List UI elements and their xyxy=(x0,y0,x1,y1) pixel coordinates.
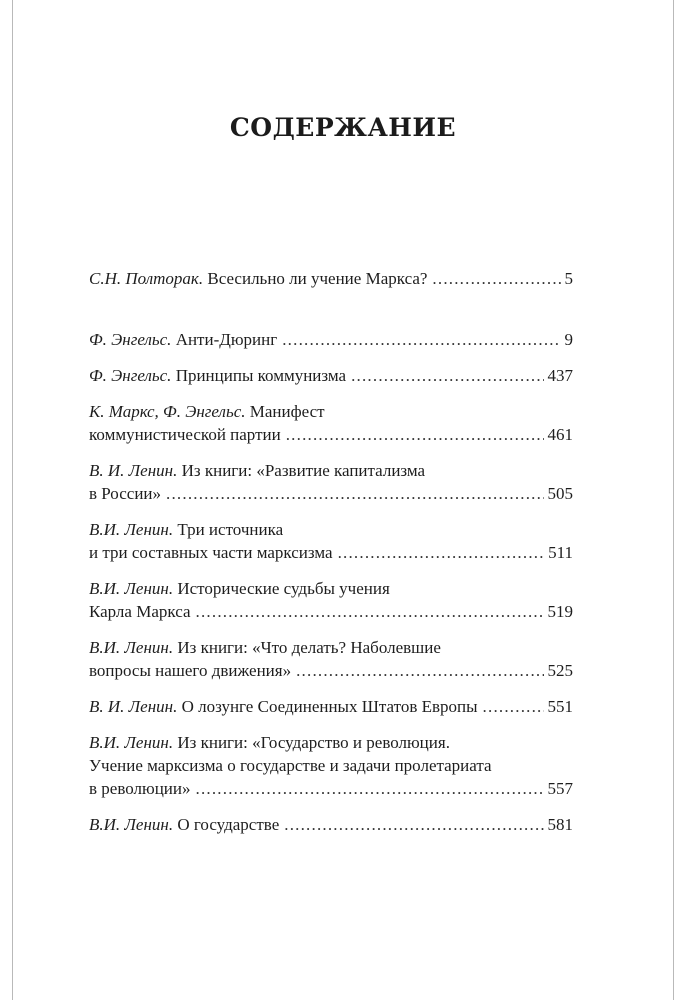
toc-entry xyxy=(89,459,573,505)
toc-entry xyxy=(89,364,573,387)
toc-entry xyxy=(89,731,573,800)
toc-entry-text xyxy=(89,541,333,564)
toc-entry-text xyxy=(89,579,390,598)
toc-entry-author: В.И. Ленин. xyxy=(89,638,174,657)
toc-entry-author: В.И. Ленин. xyxy=(89,579,174,598)
toc-entry-line xyxy=(89,659,573,682)
toc-entry-title: О лозунге Соединенных Штатов Европы xyxy=(181,697,478,716)
toc-entry xyxy=(89,328,573,351)
toc-entry-title: и три составных части марксизма xyxy=(89,543,333,562)
toc-entry-line xyxy=(89,695,573,718)
toc-entry-text xyxy=(89,695,478,718)
toc-entry-title: О государстве xyxy=(177,815,280,834)
toc-entry-line xyxy=(89,328,573,351)
toc-entry-title: Учение марксизма о государстве и задачи пролетариата xyxy=(89,756,492,775)
toc-entry-text xyxy=(89,364,346,387)
toc-entry xyxy=(89,518,573,564)
toc-entry-author: В.И. Ленин. xyxy=(89,520,174,539)
toc-entry-text xyxy=(89,520,283,539)
toc-entry xyxy=(89,267,573,290)
toc-page-number: 461 xyxy=(547,425,573,444)
toc-entry-title: Из книги: «Что делать? Наболевшие xyxy=(177,638,441,657)
toc-entry-title: Исторические судьбы учения xyxy=(177,579,390,598)
toc-entry-title: в России» xyxy=(89,484,162,503)
toc-entry-text xyxy=(89,600,191,623)
toc-entry-line xyxy=(89,577,573,600)
toc-page-number: 557 xyxy=(547,779,573,798)
toc-entry-title: Манифест xyxy=(249,402,325,421)
toc-entry-line xyxy=(89,541,573,564)
toc-entry-text xyxy=(89,423,281,446)
table-of-contents xyxy=(89,254,573,836)
toc-page-number: 505 xyxy=(547,484,573,503)
toc-page-number: 437 xyxy=(547,366,573,385)
dot-leader xyxy=(282,328,560,351)
toc-entry-text xyxy=(89,733,450,752)
toc-entry-line xyxy=(89,600,573,623)
toc-entry-title: в революции» xyxy=(89,779,191,798)
toc-entry-author: В. И. Ленин. xyxy=(89,461,178,480)
toc-page-number: 5 xyxy=(564,269,573,288)
toc-entry-text xyxy=(89,638,441,657)
toc-entry-line xyxy=(89,518,573,541)
toc-entry-title: Карла Маркса xyxy=(89,602,191,621)
dot-leader xyxy=(286,423,544,446)
toc-entry xyxy=(89,813,573,836)
toc-entry-title: коммунистической партии xyxy=(89,425,281,444)
toc-entry-title: Из книги: «Государство и революция. xyxy=(177,733,450,752)
toc-entry-author: В. И. Ленин. xyxy=(89,697,178,716)
dot-leader xyxy=(196,600,544,623)
dot-leader xyxy=(351,364,543,387)
toc-page-number: 511 xyxy=(548,543,573,562)
page-title: СОДЕРЖАНИЕ xyxy=(229,113,457,142)
toc-entry-author: Ф. Энгельс. xyxy=(89,330,172,349)
toc-entry-title: Анти-Дюринг xyxy=(175,330,278,349)
toc-entry-title: Всесильно ли учение Маркса? xyxy=(207,269,428,288)
toc-entry xyxy=(89,577,573,623)
toc-entry xyxy=(89,636,573,682)
toc-entry-text xyxy=(89,482,161,505)
toc-entry-author: С.Н. Полторак. xyxy=(89,269,204,288)
toc-entry-line xyxy=(89,636,573,659)
toc-entry-line xyxy=(89,267,573,290)
toc-entry-author: В.И. Ленин. xyxy=(89,815,174,834)
toc-entry-line xyxy=(89,400,573,423)
dot-leader xyxy=(166,482,543,505)
dot-leader xyxy=(296,659,543,682)
toc-entry-text xyxy=(89,756,492,775)
toc-page-number: 525 xyxy=(547,661,573,680)
toc-entry-author: В.И. Ленин. xyxy=(89,733,174,752)
toc-entry-line xyxy=(89,364,573,387)
toc-page-number: 581 xyxy=(547,815,573,834)
toc-page-number: 9 xyxy=(564,330,573,349)
toc-entry-text xyxy=(89,328,277,351)
toc-entry-title: вопросы нашего движения» xyxy=(89,661,292,680)
dot-leader xyxy=(284,813,543,836)
toc-entry-line xyxy=(89,813,573,836)
toc-entry-text xyxy=(89,777,191,800)
toc-entry-title: Три источника xyxy=(177,520,284,539)
dot-leader xyxy=(196,777,544,800)
toc-entry-line xyxy=(89,482,573,505)
toc-entry-title: Принципы коммунизма xyxy=(175,366,347,385)
toc-entry-line xyxy=(89,459,573,482)
toc-entry-line xyxy=(89,754,573,777)
toc-page-number: 519 xyxy=(547,602,573,621)
dot-leader xyxy=(432,267,560,290)
toc-entry-line xyxy=(89,423,573,446)
toc-entry-line xyxy=(89,731,573,754)
dot-leader xyxy=(483,695,544,718)
toc-entry-text xyxy=(89,267,427,290)
book-page xyxy=(12,0,674,1000)
toc-entry-text xyxy=(89,659,291,682)
toc-entry xyxy=(89,695,573,718)
toc-entry-text xyxy=(89,461,425,480)
toc-entry-text xyxy=(89,402,325,421)
toc-entry xyxy=(89,400,573,446)
dot-leader xyxy=(338,541,545,564)
toc-page-number: 551 xyxy=(547,697,573,716)
toc-entry-author: Ф. Энгельс. xyxy=(89,366,172,385)
toc-entry-title: Из книги: «Развитие капитализма xyxy=(181,461,426,480)
toc-entry-text xyxy=(89,813,279,836)
toc-entry-author: К. Маркс, Ф. Энгельс. xyxy=(89,402,246,421)
toc-entry-line xyxy=(89,777,573,800)
